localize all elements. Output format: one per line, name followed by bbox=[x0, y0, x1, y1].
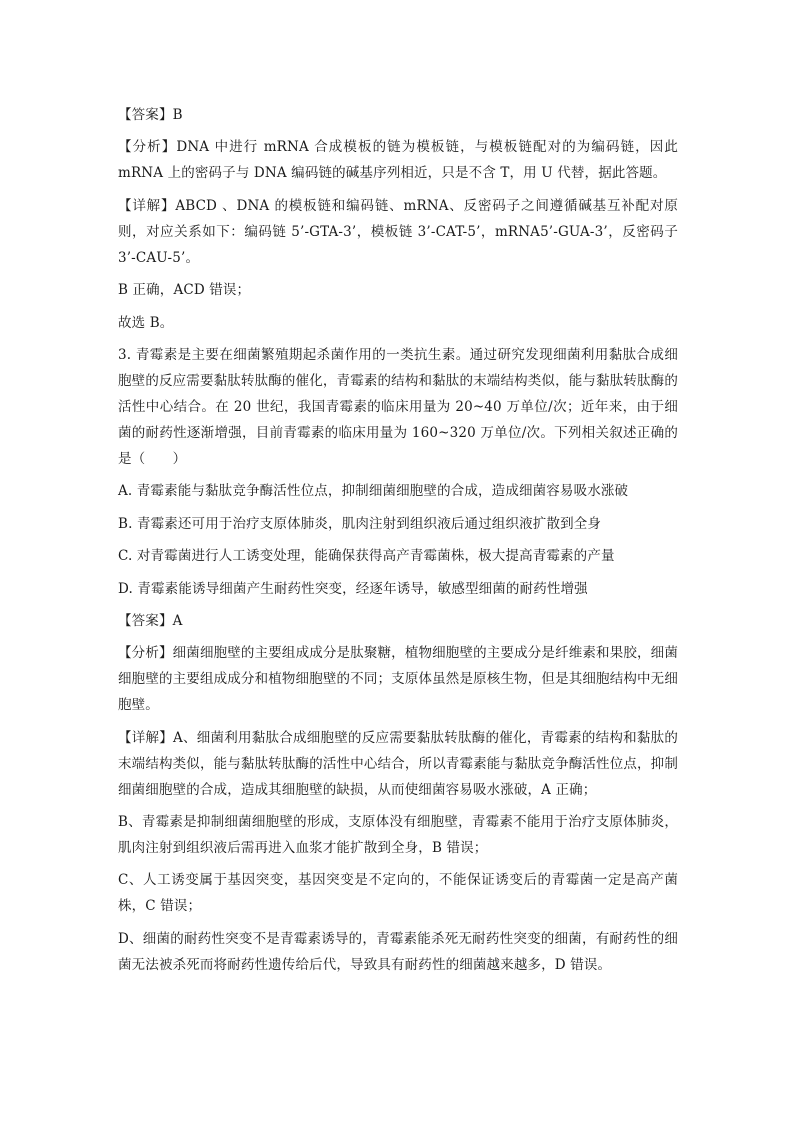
detail-tag: 【详解】 bbox=[118, 729, 174, 746]
q3-option-b bbox=[118, 511, 678, 537]
detail-text: ABCD 、DNA 的模板链和编码链、mRNA、反密码子之间遵循碱基互补配对原则，对应关系如下：编码链 5’-GTA-3’，模板链 3’-CAT-5’，mRNA5’-GUA-3’，反密码子 3’-CAU-5’。 bbox=[118, 197, 679, 266]
detail-text: B、青霉素是抑制细菌细胞壁的形成，支原体没有细胞壁，青霉素不能用于治疗支原体肺炎，肌肉注射到组织液后需再进入血浆才能扩散到全身，B 错误； bbox=[118, 814, 678, 857]
answer-text: A bbox=[172, 612, 183, 629]
q3-option-d bbox=[118, 576, 678, 602]
q3-detail-c bbox=[118, 867, 678, 919]
q3-analysis bbox=[118, 640, 678, 718]
q2-conclusion bbox=[118, 277, 678, 303]
document-body bbox=[118, 102, 678, 984]
q3-detail-a bbox=[118, 725, 678, 803]
option-text: C. 对青霉菌进行人工诱变处理，能确保获得高产青霉菌株，极大提高青霉素的产量 bbox=[118, 548, 615, 565]
conclusion-text: B 正确，ACD 错误； bbox=[118, 282, 251, 299]
option-text: D. 青霉素能诱导细菌产生耐药性突变，经逐年诱导，敏感型细菌的耐药性增强 bbox=[118, 580, 588, 597]
analysis-tag: 【分析】 bbox=[118, 645, 173, 662]
q3-answer bbox=[118, 608, 678, 634]
detail-text: C、人工诱变属于基因突变，基因突变是不定向的，不能保证诱变后的青霉菌一定是高产菌株，C 错误； bbox=[118, 872, 678, 915]
q2-detail bbox=[118, 193, 678, 271]
answer-tag: 【答案】 bbox=[118, 612, 173, 629]
answer-tag: 【答案】 bbox=[118, 107, 173, 123]
q3-detail-d bbox=[118, 926, 678, 978]
q3-detail-b bbox=[118, 809, 678, 861]
option-text: B. 青霉素还可用于治疗支原体肺炎，肌肉注射到组织液后通过组织液扩散到全身 bbox=[118, 515, 602, 532]
detail-text: D、细菌的耐药性突变不是青霉素诱导的，青霉素能杀死无耐药性突变的细菌，有耐药性的细菌无法被杀死而将耐药性遗传给后代，导致具有耐药性的细菌越来越多，D 错误。 bbox=[118, 930, 678, 973]
q3-option-c bbox=[118, 543, 678, 569]
analysis-text: 细菌细胞壁的主要组成成分是肽聚糖，植物细胞壁的主要成分是纤维素和果胶，细菌细胞壁的主要组成成分和植物细胞壁的不同；支原体虽然是原核生物，但是其细胞结构中无细胞壁。 bbox=[118, 645, 678, 714]
analysis-tag: 【分析】 bbox=[118, 139, 177, 156]
option-text: A. 青霉素能与黏肽竞争酶活性位点，抑制细菌细胞壁的合成，造成细菌容易吸水涨破 bbox=[118, 483, 629, 500]
q3-stem bbox=[118, 342, 678, 472]
answer-text: B bbox=[172, 107, 183, 123]
analysis-text: DNA 中进行 mRNA 合成模板的链为模板链，与模板链配对的为编码链，因此 mRNA 上的密码子与 DNA 编码链的碱基序列相近，只是不含 T，用 U 代替，据此答题。 bbox=[118, 139, 678, 182]
detail-tag: 【详解】 bbox=[118, 197, 176, 214]
question-stem-text: 3. 青霉素是主要在细菌繁殖期起杀菌作用的一类抗生素。通过研究发现细菌利用黏肽合成细胞壁的反应需要黏肽转肽酶的催化，青霉素的结构和黏肽的末端结构类似，能与黏肽转肽酶的活性中心结合。在 20 世纪，我国青霉素的临床用量为 20~40 万单位/次；近年来，由于细菌的耐药性逐渐增强，目前青霉素的临床用量为 160~320 万单位/次。下列相关叙述正确的是（ ） bbox=[118, 346, 678, 467]
choice-text: 故选 B。 bbox=[118, 314, 174, 331]
q3-option-a bbox=[118, 478, 678, 504]
q2-choice bbox=[118, 310, 678, 336]
q2-analysis bbox=[118, 134, 678, 186]
detail-text: A、细菌利用黏肽合成细胞壁的反应需要黏肽转肽酶的催化，青霉素的结构和黏肽的末端结构类似，能与黏肽转肽酶的活性中心结合，所以青霉素能与黏肽竞争酶活性位点，抑制细菌细胞壁的合成，造成其细胞壁的缺损，从而使细菌容易吸水涨破，A 正确； bbox=[118, 729, 678, 798]
q2-answer bbox=[118, 102, 678, 128]
